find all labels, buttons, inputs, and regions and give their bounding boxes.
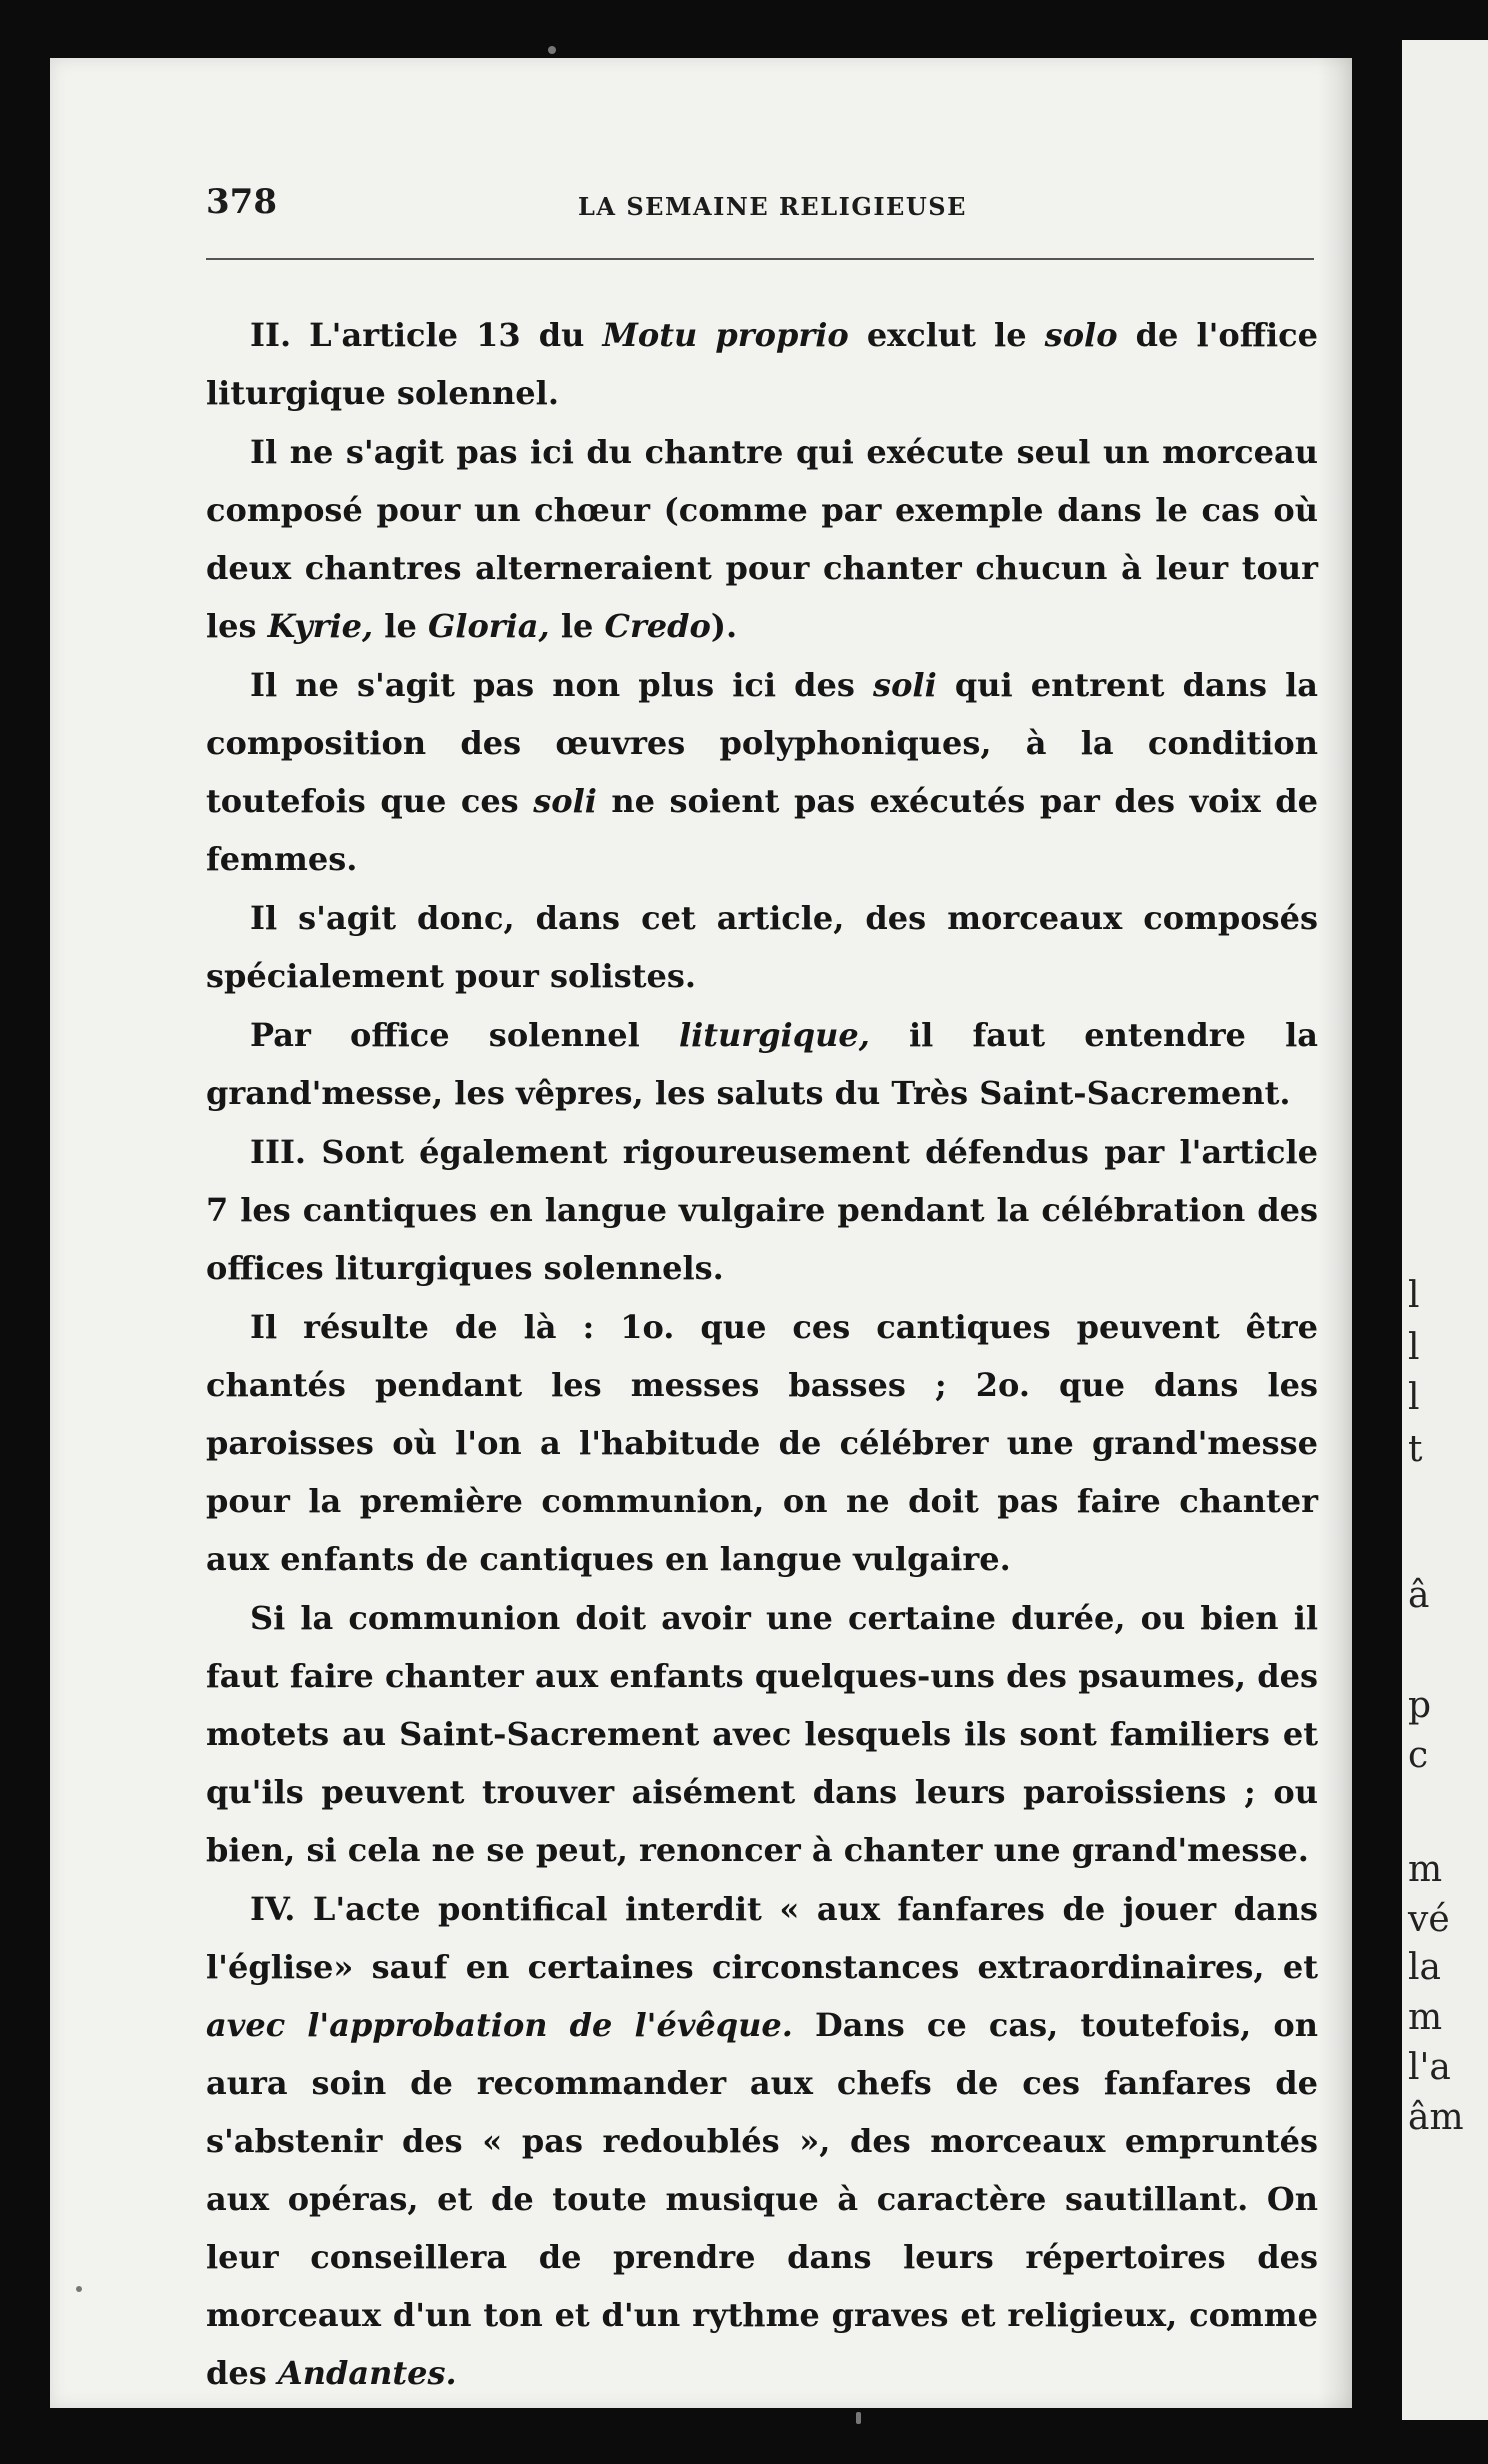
paragraph-fanfares [206, 1880, 1318, 2402]
scan-speck [76, 2286, 82, 2292]
text-run: qui entrent dans la composition des œuvres polyphoniques, à la condition toutefois que ces [206, 666, 1319, 820]
scan-speck [856, 2412, 861, 2424]
text-run: il faut entendre la grand'messe, les vêpres, les saluts du Très Saint-Sacrement. [206, 1016, 1319, 1112]
italic-run: avec l'approbation de l'évêque. [206, 2006, 793, 2044]
adjacent-fragment: âm [1408, 2097, 1464, 2138]
header-rule [206, 258, 1314, 260]
text-run: II. L'article 13 du [250, 316, 603, 354]
scan-speck [548, 46, 556, 54]
paragraph-soli [206, 656, 1318, 888]
italic-run: soli [873, 666, 937, 704]
italic-run: Credo [604, 607, 711, 645]
paragraph-article-7: III. Sont également rigoureusement défendus par l'article 7 les cantiques en langue vulgaire pendant la célébration des offices liturgiques solennels. [206, 1133, 1318, 1287]
paragraph-communion: Si la communion doit avoir une certaine durée, ou bien il faut faire chanter aux enfants quelques-uns des psaumes, des motets au Saint-Sacrement avec lesquels ils sont familiers et qu'ils peuvent trouver aisément dans leurs paroissiens ; ou bien, si cela ne se peut, renoncer à chanter une grand'messe. [206, 1599, 1318, 1869]
italic-run: Gloria, [427, 607, 550, 645]
adjacent-fragment: m [1408, 1849, 1443, 1890]
text-run: Par office solennel [250, 1016, 679, 1054]
italic-run: solo [1044, 316, 1118, 354]
paragraph-office-solennel [206, 1006, 1318, 1122]
paragraph-solistes: Il s'agit donc, dans cet article, des morceaux composés spécialement pour solistes. [206, 899, 1318, 995]
adjacent-fragment: p [1408, 1685, 1432, 1726]
adjacent-fragment: vé [1408, 1899, 1450, 1940]
text-run: exclut le [848, 316, 1045, 354]
italic-run: soli [533, 782, 597, 820]
italic-run: Kyrie, [267, 607, 374, 645]
adjacent-fragment: la [1408, 1947, 1441, 1988]
italic-run: Andantes. [277, 2354, 457, 2392]
adjacent-fragment: l [1408, 1377, 1420, 1418]
adjacent-fragment: l [1408, 1327, 1420, 1368]
italic-run: liturgique, [678, 1016, 870, 1054]
adjacent-fragment: l'a [1408, 2047, 1451, 2088]
text-run: Il ne s'agit pas ici du chantre qui exécute seul un morceau composé pour un chœur (comme par exemple dans le cas où deux chantres alterneraient pour chanter chucun à leur tour les [206, 433, 1318, 645]
running-title: LA SEMAINE RELIGIEUSE [578, 192, 967, 221]
body-text [206, 306, 1318, 2403]
adjacent-fragment: l [1408, 1275, 1420, 1316]
page-number: 378 [206, 182, 277, 222]
adjacent-fragment: â [1408, 1575, 1430, 1616]
text-run: Dans ce cas, toutefois, on aura soin de recommander aux chefs de ces fanfares de s'abstenir des « pas redoublés », des morceaux empruntés aux opéras, et de toute musique à caractère sautillant. On leur conseillera de prendre dans leurs répertoires des morceaux d'un ton et d'un rythme graves et religieux, comme des [206, 2006, 1319, 2392]
adjacent-page-edge [1402, 40, 1488, 2420]
adjacent-fragment: t [1408, 1429, 1423, 1470]
text-run: ne soient pas exécutés par des voix de femmes. [206, 782, 1319, 878]
text-run: de l'office liturgique solennel. [206, 316, 1319, 412]
page-header [206, 182, 1314, 232]
text-run: le [373, 607, 428, 645]
text-run: le [549, 607, 605, 645]
paragraph-article-13 [206, 306, 1318, 422]
page-fold-shadow [1318, 58, 1352, 2408]
paragraph-resulte: Il résulte de là : 1o. que ces cantiques peuvent être chantés pendant les messes basses ; 2o. que dans les paroisses où l'on a l'habitude de célébrer une grand'messe pour la première communion, on ne doit pas faire chanter aux enfants de cantiques en langue vulgaire. [206, 1308, 1318, 1578]
adjacent-fragment: c [1408, 1735, 1429, 1776]
paragraph-chantre [206, 423, 1318, 655]
text-run: Il ne s'agit pas non plus ici des [250, 666, 874, 704]
adjacent-fragment: m [1408, 1997, 1443, 2038]
italic-run: Motu proprio [602, 316, 849, 354]
text-run: ). [710, 607, 738, 645]
text-run: IV. L'acte pontifical interdit « aux fanfares de jouer dans l'église» sauf en certaines circonstances extraordinaires, et [206, 1890, 1318, 1986]
